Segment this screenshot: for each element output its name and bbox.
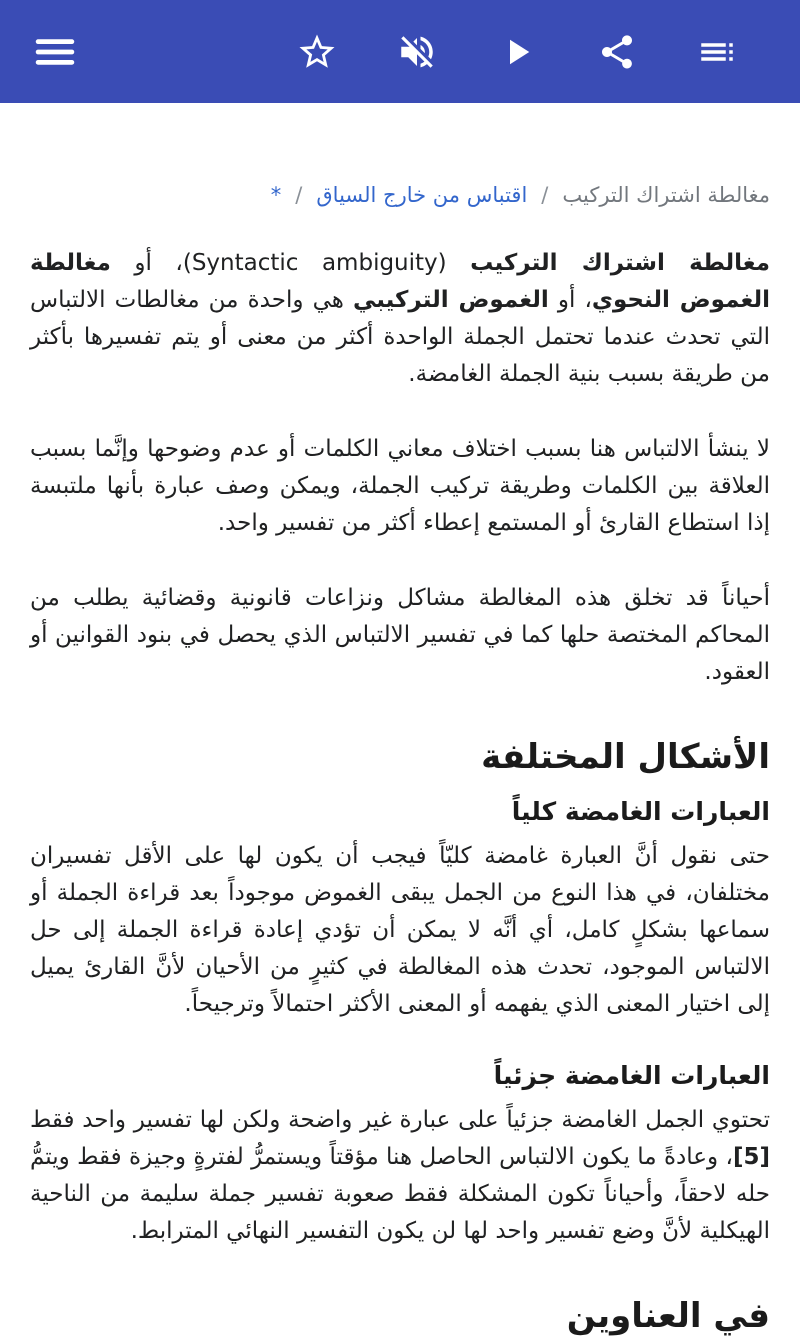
text-run: (Syntactic ambiguity)، أو [110, 250, 471, 276]
breadcrumb-current-title: مغالطة اشتراك التركيب [562, 183, 770, 207]
breadcrumb-link-out-of-context[interactable]: اقتباس من خارج السياق [316, 183, 528, 207]
text-run: ، أو [548, 287, 592, 313]
menu-button[interactable] [32, 29, 78, 75]
term-grammatical-ambiguity-fallacy: مغالطة الغموض النحوي [30, 250, 771, 313]
breadcrumb-separator: / [541, 183, 549, 207]
favorite-button[interactable] [294, 29, 340, 75]
share-button[interactable] [594, 29, 640, 75]
breadcrumb-link-asterisk[interactable]: * [270, 183, 282, 207]
appbar-actions [294, 29, 740, 75]
article-content [0, 183, 800, 1338]
term-syntactic-ambiguity-fallacy: مغالطة اشتراك التركيب [470, 250, 770, 276]
intro-paragraph-3: أحياناً قد تخلق هذه المغالطة مشاكل ونزاعات قانونية وقضائية يطلب من المحاكم المختصة حلها كما في تفسير الالتباس الذي يحصل في بنود القوانين أو العقود. [30, 585, 770, 685]
section-heading-in-headlines: في العناوين [566, 1296, 770, 1336]
subsection-heading-partially-ambiguous: العبارات الغامضة جزئياً [493, 1061, 770, 1090]
text-run: تحتوي الجمل الغامضة جزئياً على عبارة غير واضحة ولكن لها تفسير واحد فقط [30, 1107, 770, 1133]
text-run: هي واحدة من مغالطات الالتباس التي تحدث عندما تحتمل الجملة الواحدة أكثر من معنى أو يتم تفسيرها بأكثر من طريقة بسبب بنية الجملة الغامضة. [30, 287, 770, 387]
share-icon [597, 32, 637, 72]
menu-icon [32, 29, 78, 75]
app-header [0, 0, 800, 103]
play-icon [496, 31, 538, 73]
section-heading-different-forms: الأشكال المختلفة [481, 737, 770, 777]
breadcrumb [30, 183, 770, 207]
toc-list-icon [696, 31, 738, 73]
text-run: ، وعادةً ما يكون الالتباس الحاصل هنا مؤقتاً ويستمرُّ لفترةٍ وجيزة فقط ويتمُّ حله لاحقاً، وأحياناً تكون المشكلة فقط صعوبة تفسير جملة سليمة من الناحية الهيكلية لأنَّ وضع تفسير واحد لها لن يكون التفسير النهائي المترابط. [30, 1144, 770, 1244]
subsection-heading-fully-ambiguous: العبارات الغامضة كلياً [511, 797, 770, 826]
partially-ambiguous-paragraph [30, 1102, 770, 1250]
mute-audio-button[interactable] [394, 29, 440, 75]
fully-ambiguous-paragraph: حتى نقول أنَّ العبارة غامضة كليّاً فيجب أن يكون لها على الأقل تفسيران مختلفان، في هذا النوع من الجمل يبقى الغموض موجوداً بعد قراءة الجملة أو سماعها بشكلٍ كامل، أي أنَّه لا يمكن أن تؤدي إعادة قراءة الجملة إلى حل الالتباس الموجود، تحدث هذه المغالطة في كثيرٍ من الأحيان لأنَّ القارئ يميل إلى اختيار المعنى الذي يفهمه أو المعنى الأكثر احتمالاً وترجيحاً. [30, 843, 770, 1017]
intro-paragraph-2: لا ينشأ الالتباس هنا بسبب اختلاف معاني الكلمات أو عدم وضوحها وإنَّما بسبب العلاقة بين الكلمات وطريقة تركيب الجملة، ويمكن وصف عبارة بأنها ملتبسة إذا استطاع القارئ أو المستمع إعطاء أكثر من تفسير واحد. [30, 436, 770, 536]
star-outline-icon [296, 31, 338, 73]
contents-button[interactable] [694, 29, 740, 75]
intro-paragraph-1 [30, 245, 770, 393]
volume-off-icon [396, 31, 438, 73]
citation-ref-5[interactable]: [5] [732, 1144, 770, 1170]
breadcrumb-separator: / [295, 183, 303, 207]
play-button[interactable] [494, 29, 540, 75]
term-structural-ambiguity: الغموض التركيبي [353, 287, 549, 313]
